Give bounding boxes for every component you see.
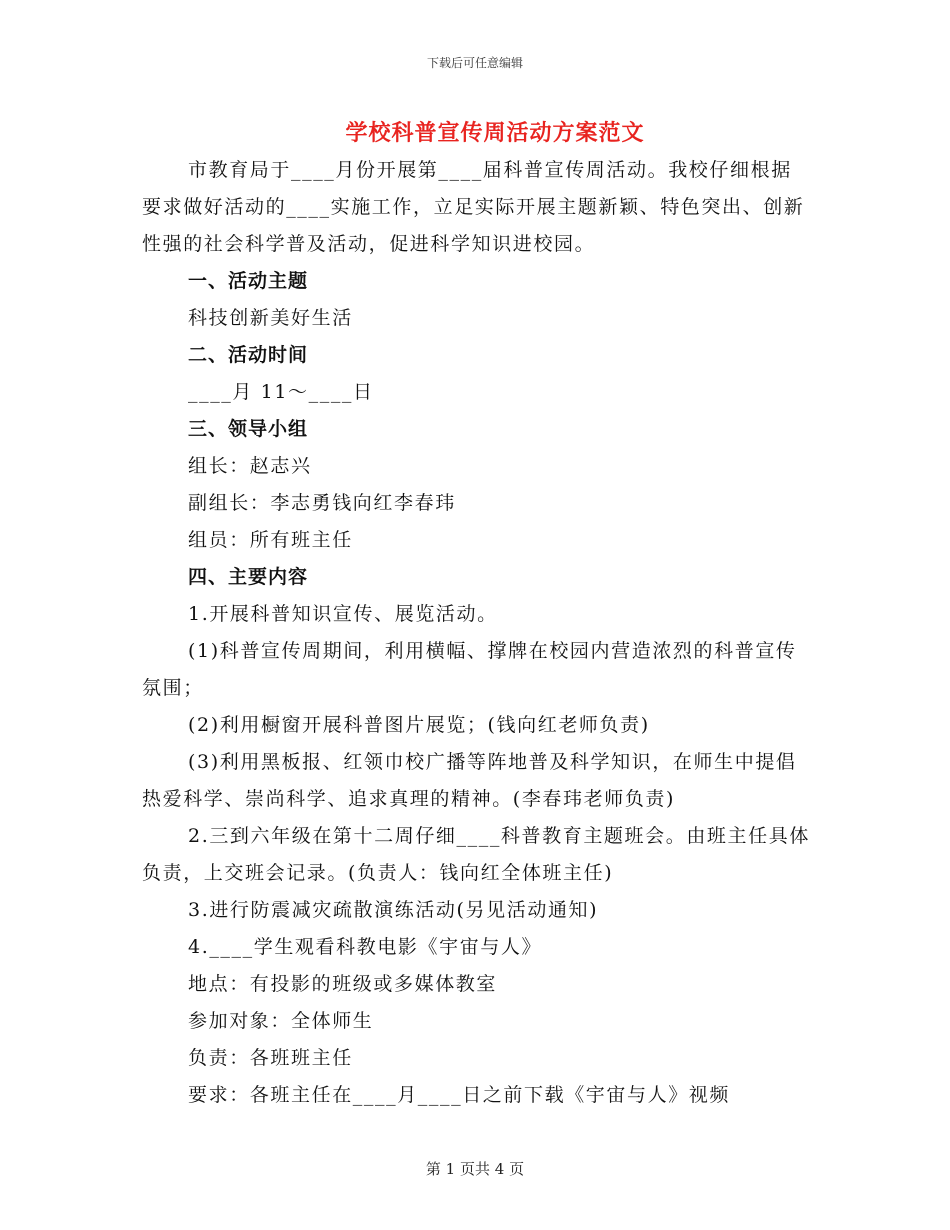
section-heading-theme: 一、活动主题	[188, 270, 309, 292]
content-subitem-1: (1)科普宣传周期间，利用横幅、撑牌在校园内营造浓烈的科普宣传氛围；	[142, 640, 797, 699]
time-text: ____月 11～____日	[188, 381, 374, 403]
content-item-4: 4.____学生观看科教电影《宇宙与人》	[188, 936, 543, 958]
section-heading-content: 四、主要内容	[188, 566, 309, 588]
requirement-text: 要求：各班主任在____月____日之前下载《宇宙与人》视频	[188, 1084, 731, 1106]
document-body	[142, 152, 810, 1114]
section-heading-leadership: 三、领导小组	[188, 418, 309, 440]
participants-text: 参加对象：全体师生	[188, 1010, 374, 1032]
header-note: 下载后可任意编辑	[426, 56, 523, 70]
theme-text: 科技创新美好生活	[188, 307, 353, 329]
leader-text: 组长：赵志兴	[188, 455, 312, 477]
deputy-leader-text: 副组长：李志勇钱向红李春玮	[188, 492, 456, 514]
page-footer: 第 1 页共 4 页	[425, 1160, 525, 1178]
content-item-2: 2.三到六年级在第十二周仔细____科普教育主题班会。由班主任具体负责，上交班会记录。(负责人：钱向红全体班主任)	[142, 825, 810, 884]
intro-paragraph: 市教育局于____月份开展第____届科普宣传周活动。我校仔细根据要求做好活动的____实施工作，立足实际开展主题新颖、特色突出、创新性强的社会科学普及活动，促进科学知识进校园。	[142, 159, 805, 255]
location-text: 地点：有投影的班级或多媒体教室	[188, 973, 498, 995]
content-item-3: 3.进行防震减灾疏散演练活动(另见活动通知)	[188, 899, 599, 921]
content-subitem-2: (2)利用橱窗开展科普图片展览；(钱向红老师负责)	[188, 714, 650, 736]
section-heading-time: 二、活动时间	[188, 344, 309, 366]
content-subitem-3: (3)利用黑板报、红领巾校广播等阵地普及科学知识，在师生中提倡热爱科学、崇尚科学、追求真理的精神。(李春玮老师负责)	[142, 751, 797, 810]
content-item-1: 1.开展科普知识宣传、展览活动。	[188, 603, 498, 625]
members-text: 组员：所有班主任	[188, 529, 353, 551]
document-title: 学校科普宣传周活动方案范文	[345, 120, 645, 146]
responsible-text: 负责：各班班主任	[188, 1047, 353, 1069]
